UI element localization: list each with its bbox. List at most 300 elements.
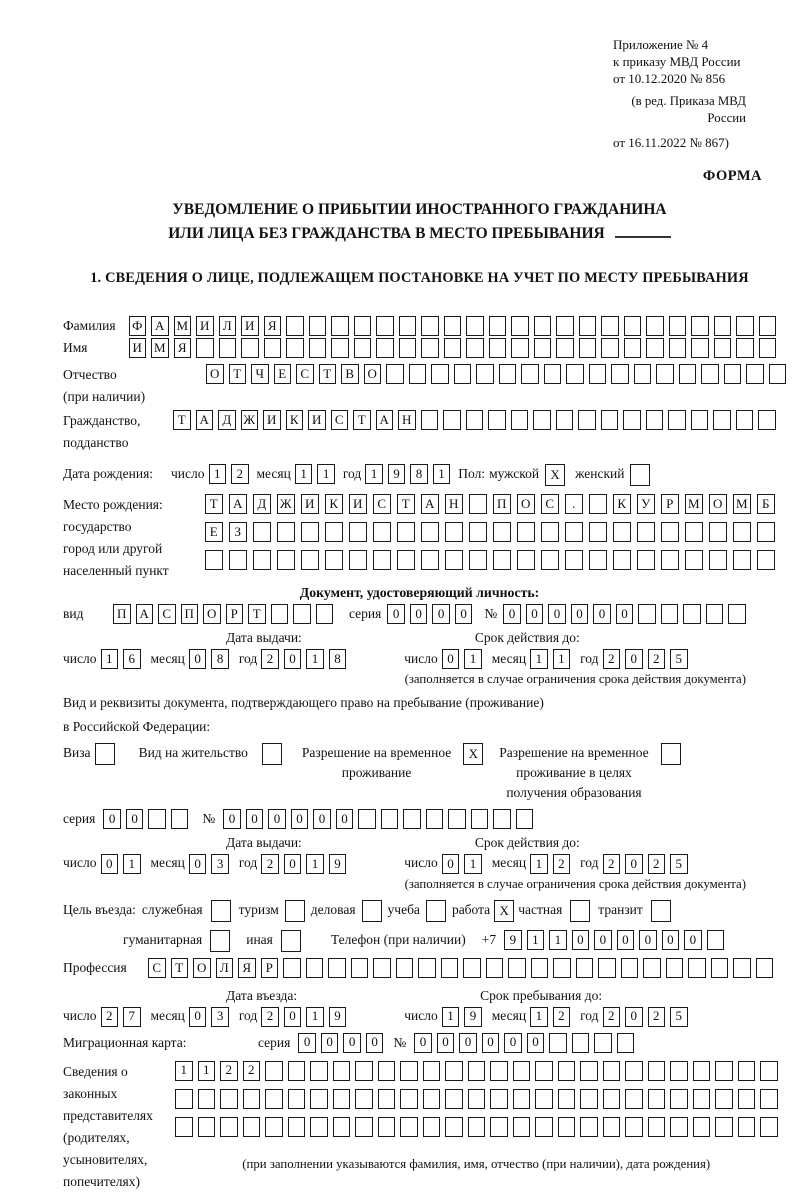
form-cell: 0 [625,649,643,669]
form-cell [277,522,295,542]
form-cell [541,550,559,570]
form-cell [760,1061,778,1081]
firstname-label: Имя [63,339,88,355]
form-cell [623,410,641,430]
issue-day-cells [101,649,141,669]
purpose-study-checkbox [426,900,446,922]
birth-place-label: населенный пункт [63,562,169,578]
form-cell: 9 [329,1007,347,1027]
form-cell: 0 [189,854,207,874]
form-cell: 9 [464,1007,482,1027]
representatives-label-line: (родителях, [63,1129,130,1145]
form-title-line2-wrap [63,222,776,246]
form-cell: 2 [101,1007,119,1027]
sex-female-label: женский [575,465,625,481]
form-cell [715,1117,733,1137]
stay-until-heading: Срок пребывания до: [480,987,603,1003]
form-cell [759,316,777,336]
form-cell [469,550,487,570]
form-cell [463,958,481,978]
form-cell: 0 [223,809,241,829]
form-cell: 8 [329,649,347,669]
residence-doc-intro2: в Российской Федерации: [63,718,211,734]
form-cell [306,958,324,978]
form-cell [533,410,551,430]
representatives-cells-row3 [175,1117,778,1137]
form-cell [493,809,511,829]
form-cell [288,1089,306,1109]
residence-doc-expiry-note: (заполняется в случае ограничения срока действия документа) [404,876,746,891]
form-cell [219,338,237,358]
form-cell: 0 [246,809,264,829]
form-cell [493,550,511,570]
patronymic-label-line1: Отчество [63,366,117,382]
form-cell: 9 [329,854,347,874]
form-cell [265,1061,283,1081]
form-cell: 0 [639,930,657,950]
form-cell [656,364,674,384]
form-cell [489,316,507,336]
form-cell [565,550,583,570]
form-cell [378,1089,396,1109]
form-cell: 0 [455,604,473,624]
residence-doc-type-options [63,743,776,803]
form-cell [724,364,742,384]
form-cell: 8 [211,649,229,669]
purpose-tourism-checkbox [285,900,305,922]
form-cell [331,338,349,358]
form-cell: 0 [336,809,354,829]
form-cell [688,958,706,978]
form-cell [293,604,311,624]
form-cell [736,316,754,336]
form-cell [738,1061,756,1081]
form-cell: Т [229,364,247,384]
form-cell [281,930,301,952]
form-cell: 2 [648,649,666,669]
form-cell: И [263,410,281,430]
form-cell [572,1033,590,1053]
form-cell [756,958,774,978]
birth-place-label: государство [63,518,132,534]
form-cell [715,1061,733,1081]
form-cell: 0 [616,604,634,624]
form-cell [211,900,231,922]
form-cell [714,316,732,336]
form-cell: А [376,410,394,430]
patronymic-row [63,364,776,408]
form-cell [196,338,214,358]
form-cell [469,522,487,542]
form-cell [693,1117,711,1137]
form-cell [386,364,404,384]
form-cell [397,550,415,570]
form-cell [759,338,777,358]
form-cell [378,1061,396,1081]
form-cell [373,958,391,978]
form-cell [621,958,639,978]
form-cell [373,522,391,542]
form-cell [309,316,327,336]
form-cell [556,316,574,336]
form-cell: 2 [261,1007,279,1027]
form-cell [445,550,463,570]
form-cell [534,338,552,358]
form-cell [685,550,703,570]
form-cell: Р [226,604,244,624]
form-cell [171,809,189,829]
form-cell: С [373,494,391,514]
form-cell: А [229,494,247,514]
form-cell [310,1061,328,1081]
form-cell [286,338,304,358]
form-cell: М [685,494,703,514]
month-label: месяц [491,1008,527,1024]
form-cell: С [148,958,166,978]
form-cell: 9 [388,464,406,484]
representatives-labels [63,1061,175,1193]
form-cell [603,1089,621,1109]
issue-month-cells [189,649,229,669]
form-cell [205,550,223,570]
form-cell [693,1061,711,1081]
form-cell [262,743,282,765]
form-cell: X [494,900,514,922]
form-cell [625,1089,643,1109]
form-cell: В [341,364,359,384]
day-label: число [63,855,97,871]
form-cell [469,494,487,514]
form-cell: 5 [670,649,688,669]
form-cell [499,364,517,384]
form-cell [309,338,327,358]
form-cell: 0 [101,854,119,874]
form-cell [736,338,754,358]
form-cell [758,410,776,430]
form-cell [220,1117,238,1137]
birth-month-label: месяц [256,465,291,481]
birth-day-cells [209,464,249,484]
birth-place-label: город или другой [63,540,163,556]
migration-card-row [63,1033,776,1053]
form-cell [566,364,584,384]
form-cell [624,316,642,336]
form-cell [558,1061,576,1081]
form-cell [648,1089,666,1109]
form-cell: 1 [209,464,227,484]
form-cell [490,1061,508,1081]
form-cell [630,464,650,486]
form-cell: О [709,494,727,514]
form-cell: К [286,410,304,430]
form-cell: И [241,316,259,336]
form-cell: Я [174,338,192,358]
firstname-row [63,338,776,358]
form-cell: 2 [243,1061,261,1081]
identity-doc-type-row [63,604,776,624]
form-cell: Т [319,364,337,384]
form-cell [589,494,607,514]
form-cell [333,1061,351,1081]
form-cell: О [517,494,535,514]
form-cell [441,958,459,978]
form-cell [670,1089,688,1109]
form-cell [601,316,619,336]
phone-cells [504,930,724,950]
form-cell [544,364,562,384]
form-cell: 1 [306,854,324,874]
temp-permit-label-line: проживание [341,764,412,780]
annex-revision-line: от 16.11.2022 № 867) [613,135,730,150]
form-cell: 7 [123,1007,141,1027]
purpose-official-checkbox [211,900,231,922]
profession-cells [148,958,773,978]
purpose-work-checkbox [494,900,514,922]
form-cell [418,958,436,978]
form-cell [241,338,259,358]
form-cell: 2 [648,1007,666,1027]
month-label: месяц [491,650,527,666]
phone-label: Телефон (при наличии) [330,931,466,947]
stay-day-cells [442,1007,482,1027]
phone-prefix: +7 [481,931,497,947]
profession-row [63,958,776,978]
residence-doc-series-cells [103,809,188,829]
form-cell [601,410,619,430]
form-cell [362,900,382,922]
birth-place-labels [63,494,205,582]
form-cell [376,316,394,336]
form-cell [148,809,166,829]
form-cell [445,522,463,542]
form-cell [396,958,414,978]
form-cell [769,364,787,384]
profession-label: Профессия [63,959,127,975]
form-cell [349,522,367,542]
form-cell [579,338,597,358]
form-cell: С [541,494,559,514]
form-cell [666,958,684,978]
visit-purpose-row [63,900,776,922]
form-cell [646,316,664,336]
form-cell: С [158,604,176,624]
entry-date [63,1007,346,1027]
issue-month-cells [189,854,229,874]
form-cell [728,604,746,624]
temp-permit-checkbox [463,743,483,765]
form-cell: Ж [241,410,259,430]
form-cell [333,1117,351,1137]
form-cell [471,809,489,829]
form-cell [670,1061,688,1081]
sex-male-checkbox [545,464,565,486]
expiry-day-cells [442,649,482,669]
form-cell [517,522,535,542]
form-cell [399,316,417,336]
day-label: число [63,1008,97,1024]
form-cell: И [349,494,367,514]
form-cell [445,1061,463,1081]
entry-date-headings [63,988,776,1005]
form-cell: 1 [527,930,545,950]
purpose-other-checkbox [281,930,301,952]
form-cell: Р [661,494,679,514]
form-cell [661,550,679,570]
birth-year-label: год [342,465,362,481]
identity-doc-expiry-heading: Срок действия до: [474,630,580,646]
form-cell [733,522,751,542]
form-cell: 2 [648,854,666,874]
form-cell: П [113,604,131,624]
form-cell [421,550,439,570]
annex-line: от 10.12.2020 № 856 [613,71,726,86]
form-cell [490,1089,508,1109]
issue-year-cells [261,649,346,669]
form-cell: 1 [433,464,451,484]
form-cell [511,316,529,336]
form-cell: 0 [437,1033,455,1053]
purpose-transit-checkbox [651,900,671,922]
representatives-note: (при заполнении указываются фамилия, имя, отчество (при наличии), дата рождения) [242,1156,711,1171]
form-cell [381,809,399,829]
form-cell: 1 [530,854,548,874]
section1-heading: 1. СВЕДЕНИЯ О ЛИЦЕ, ПОДЛЕЖАЩЕМ ПОСТАНОВКЕ НА УЧЕТ ПО МЕСТУ ПРЕБЫВАНИЯ [90,270,749,287]
firstname-cells [129,338,777,358]
form-cell [354,338,372,358]
form-cell [517,550,535,570]
form-cell: Р [261,958,279,978]
purpose-official-label: служебная [141,901,203,917]
form-cell [468,1117,486,1137]
form-cell [310,1089,328,1109]
form-cell: И [196,316,214,336]
form-cell [229,550,247,570]
form-cell [333,1089,351,1109]
month-label: месяц [491,855,527,871]
form-cell [253,550,271,570]
form-cell: 1 [101,649,119,669]
form-cell: 0 [410,604,428,624]
form-cell [423,1061,441,1081]
residence-doc-issue-heading: Дата выдачи: [226,834,302,850]
form-cell: 0 [126,809,144,829]
form-cell [589,364,607,384]
form-cell: О [206,364,224,384]
form-cell [220,1089,238,1109]
form-cell [578,410,596,430]
form-cell: 0 [504,1033,522,1053]
residence-doc-expiry-date [404,854,687,874]
form-cell: Ч [251,364,269,384]
form-cell [580,1089,598,1109]
form-cell: 1 [317,464,335,484]
form-cell [310,1117,328,1137]
form-cell: 0 [625,1007,643,1027]
form-cell [669,316,687,336]
temp-permit-label [302,743,451,783]
form-cell [316,604,334,624]
form-cell: С [296,364,314,384]
form-cell [760,1117,778,1137]
expiry-year-cells [603,649,688,669]
form-cell: 1 [464,854,482,874]
form-cell: К [325,494,343,514]
surname-cells [129,316,777,336]
form-cell: 0 [268,809,286,829]
form-cell [579,316,597,336]
form-cell [444,338,462,358]
form-cell [646,338,664,358]
form-cell: П [181,604,199,624]
form-cell [445,1117,463,1137]
form-cell: К [613,494,631,514]
identity-doc-series-cells [387,604,472,624]
form-cell [198,1117,216,1137]
form-cell: 3 [211,854,229,874]
form-cell [736,410,754,430]
migration-card-series-cells [298,1033,383,1053]
form-cell [541,522,559,542]
form-cell [355,1089,373,1109]
identity-doc-type-label: вид [63,606,84,622]
form-cell [488,410,506,430]
identity-doc-number-label: № [484,606,498,622]
form-cell [589,522,607,542]
form-cell [426,809,444,829]
form-cell [288,1061,306,1081]
form-cell [556,338,574,358]
form-cell [558,1117,576,1137]
identity-doc-heading: Документ, удостоверяющий личность: [299,584,540,600]
form-cell [448,809,466,829]
form-cell [757,550,775,570]
citizenship-label-line1: Гражданство, [63,412,141,428]
form-cell: . [565,494,583,514]
form-cell [431,364,449,384]
purpose-private-label: частная [518,901,563,917]
representatives-label-line: Сведения о [63,1063,128,1079]
issue-year-cells [261,854,346,874]
form-cell: П [493,494,511,514]
form-cell [421,338,439,358]
form-cell [531,958,549,978]
form-cell [733,550,751,570]
form-cell: 1 [442,1007,460,1027]
annex-revision-line: (в ред. Приказа МВД России [631,94,746,125]
form-cell [746,364,764,384]
form-cell [691,316,709,336]
form-cell [511,338,529,358]
form-cell: 2 [603,854,621,874]
purpose-transit-label: транзит [598,901,643,917]
month-label: месяц [150,1008,185,1024]
form-cell [355,1061,373,1081]
citizenship-cells [173,410,776,430]
form-cell [378,1117,396,1137]
form-cell [325,522,343,542]
residence-permit-checkbox [262,743,282,765]
form-cell [358,809,376,829]
form-cell [714,338,732,358]
edu-permit-label [499,743,648,803]
form-cell: 0 [572,930,590,950]
residence-doc-number-label: № [202,810,216,826]
form-cell [325,550,343,570]
edu-permit-label-line: получения образования [506,784,642,800]
form-cell: И [301,494,319,514]
form-cell [421,522,439,542]
form-cell: 0 [284,854,302,874]
